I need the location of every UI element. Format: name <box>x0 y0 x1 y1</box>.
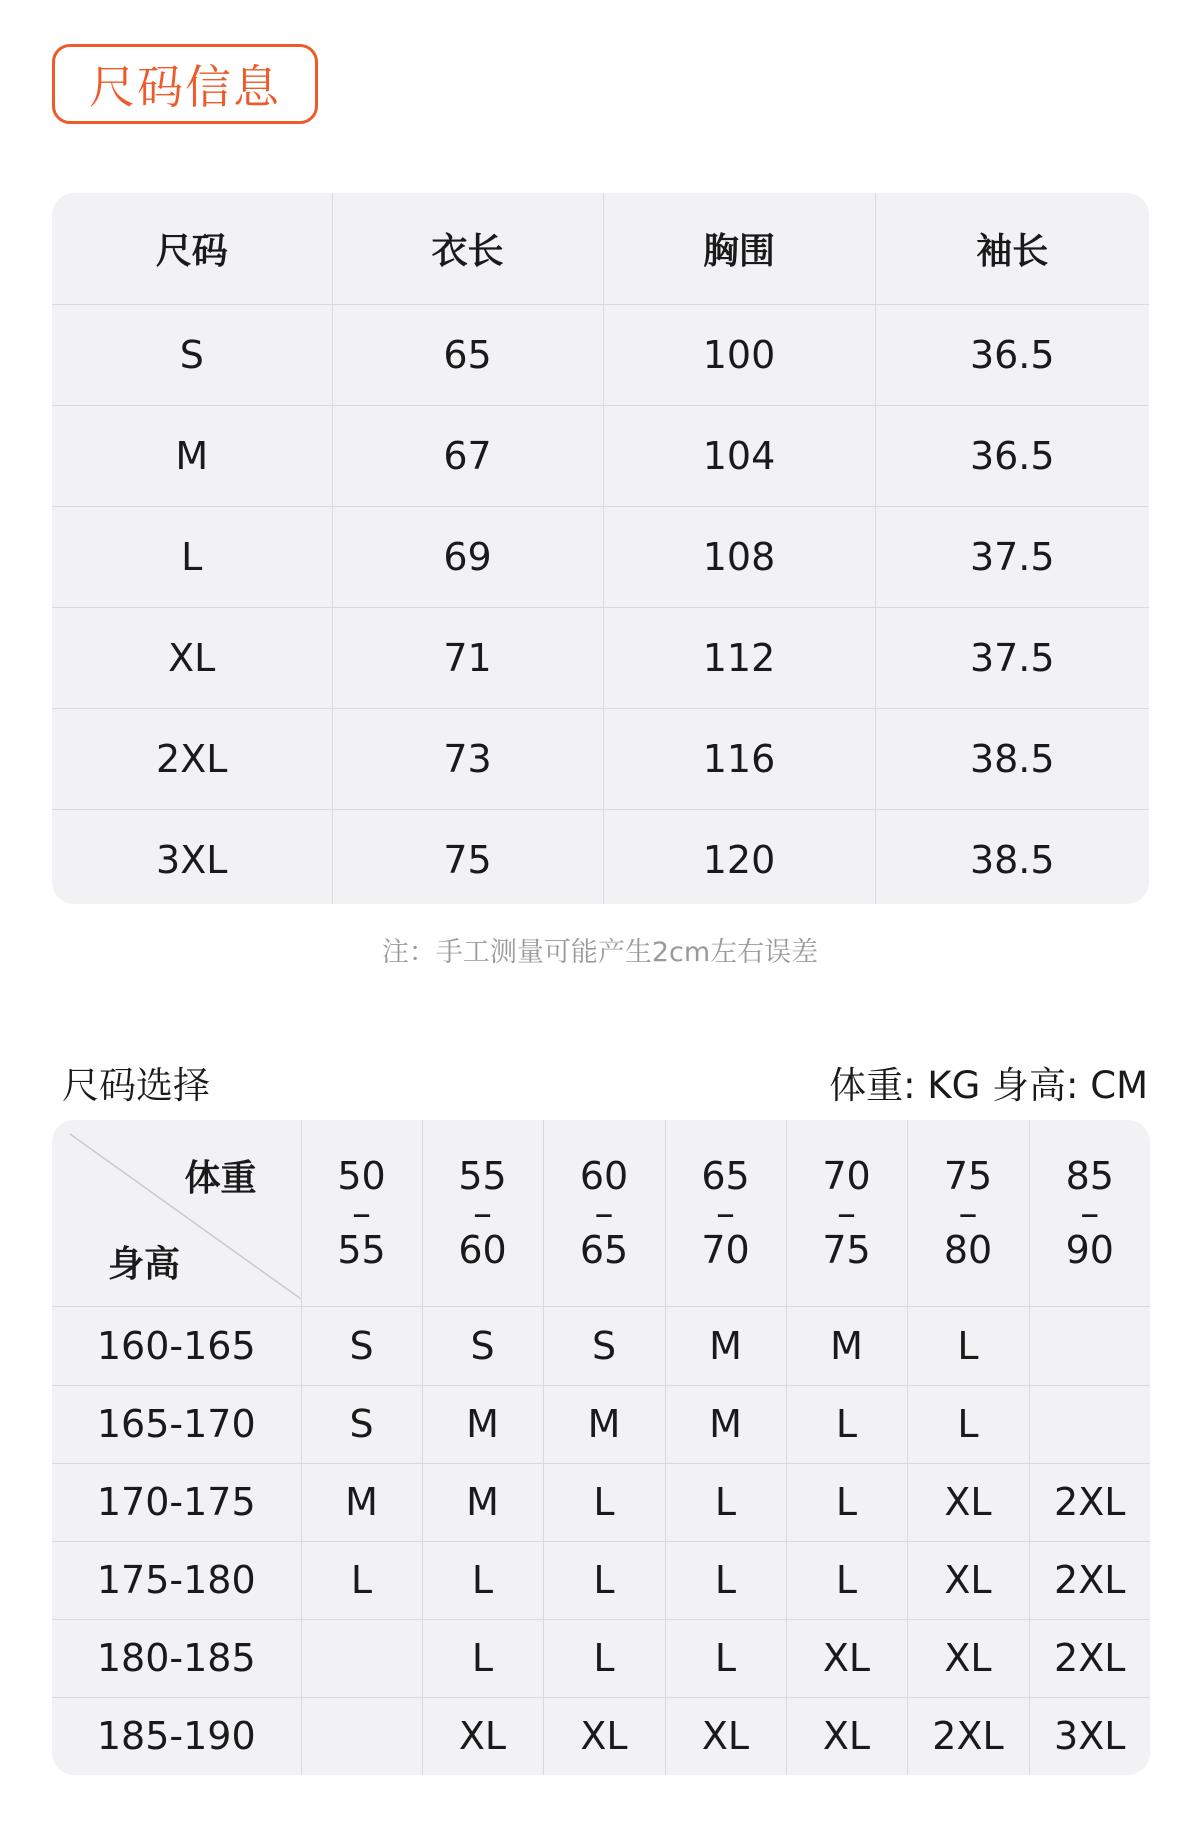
table-header-row <box>52 193 1149 305</box>
size-cell: L <box>665 1619 786 1697</box>
size-cell: M <box>52 406 332 507</box>
size-measurement-table <box>52 193 1149 904</box>
size-cell: L <box>422 1619 543 1697</box>
chest-cell: 108 <box>603 507 875 608</box>
range-from: 70 <box>822 1154 871 1199</box>
chest-cell: 100 <box>603 305 875 406</box>
sleeve-cell: 36.5 <box>875 406 1149 507</box>
size-cell: XL <box>543 1697 665 1775</box>
weight-range-header <box>422 1120 543 1307</box>
table-row <box>52 305 1149 406</box>
size-cell: L <box>543 1463 665 1541</box>
size-cell: L <box>422 1541 543 1619</box>
size-cell: 3XL <box>1029 1697 1150 1775</box>
size-cell: L <box>665 1541 786 1619</box>
size-cell <box>301 1619 422 1697</box>
table-row <box>52 507 1149 608</box>
table-row <box>52 1307 1150 1385</box>
weight-header-row <box>52 1120 1150 1307</box>
height-range-cell: 175-180 <box>52 1541 301 1619</box>
header-size: 尺码 <box>155 231 228 272</box>
range-separator: – <box>473 1191 492 1236</box>
height-range-cell: 180-185 <box>52 1619 301 1697</box>
size-cell: M <box>786 1307 907 1385</box>
size-cell <box>301 1697 422 1775</box>
table-row <box>52 406 1149 507</box>
size-cell: L <box>543 1541 665 1619</box>
table-row <box>52 1697 1150 1775</box>
table-row <box>52 608 1149 709</box>
size-cell: M <box>422 1463 543 1541</box>
table-row <box>52 1385 1150 1463</box>
size-cell: M <box>665 1385 786 1463</box>
size-cell: M <box>543 1385 665 1463</box>
range-separator: – <box>352 1191 371 1236</box>
sleeve-cell: 38.5 <box>875 810 1149 905</box>
size-cell: XL <box>665 1697 786 1775</box>
table-row <box>52 810 1149 905</box>
range-from: 55 <box>458 1154 507 1199</box>
range-separator: – <box>1080 1191 1100 1236</box>
header-chest: 胸围 <box>603 193 875 305</box>
range-from: 85 <box>1065 1154 1114 1199</box>
weight-range-header <box>543 1120 665 1307</box>
units-legend: 体重: KG 身高: CM <box>829 1064 1148 1107</box>
size-cell: L <box>786 1385 907 1463</box>
range-to: 60 <box>458 1228 507 1273</box>
range-to: 80 <box>943 1228 993 1273</box>
size-cell: 2XL <box>907 1697 1029 1775</box>
weight-range-header <box>301 1120 422 1307</box>
size-cell: 2XL <box>1029 1541 1150 1619</box>
range-to: 75 <box>822 1228 871 1273</box>
size-cell: S <box>543 1307 665 1385</box>
corner-cell <box>52 1120 301 1307</box>
chest-cell: 120 <box>603 810 875 905</box>
header-sleeve: 袖长 <box>875 193 1149 305</box>
header-length: 衣长 <box>332 193 603 305</box>
size-cell: S <box>301 1385 422 1463</box>
size-cell: M <box>301 1463 422 1541</box>
sleeve-cell: 37.5 <box>875 507 1149 608</box>
corner-height-label: 身高 <box>108 1244 181 1285</box>
length-cell: 71 <box>332 608 603 709</box>
range-from: 75 <box>943 1154 993 1199</box>
size-cell: L <box>786 1541 907 1619</box>
size-cell: 2XL <box>1029 1619 1150 1697</box>
range-separator: – <box>594 1191 614 1236</box>
size-cell: M <box>422 1385 543 1463</box>
size-cell: L <box>907 1385 1029 1463</box>
height-range-cell: 185-190 <box>52 1697 301 1775</box>
height-range-cell: 160-165 <box>52 1307 301 1385</box>
size-cell: L <box>907 1307 1029 1385</box>
range-from: 65 <box>701 1154 750 1199</box>
range-separator: – <box>716 1191 735 1236</box>
size-cell: XL <box>786 1697 907 1775</box>
size-cell: L <box>786 1463 907 1541</box>
size-cell: 3XL <box>52 810 332 905</box>
range-to: 55 <box>337 1228 386 1273</box>
length-cell: 67 <box>332 406 603 507</box>
range-to: 65 <box>579 1228 629 1273</box>
size-cell: XL <box>52 608 332 709</box>
table-row <box>52 1619 1150 1697</box>
weight-range-header <box>786 1120 907 1307</box>
size-cell: XL <box>422 1697 543 1775</box>
length-cell: 65 <box>332 305 603 406</box>
table-row <box>52 1463 1150 1541</box>
range-from: 50 <box>337 1154 386 1199</box>
size-cell: L <box>301 1541 422 1619</box>
weight-range-header <box>1029 1120 1150 1307</box>
weight-range-header <box>907 1120 1029 1307</box>
size-cell: XL <box>907 1463 1029 1541</box>
range-to: 90 <box>1065 1228 1114 1273</box>
sleeve-cell: 37.5 <box>875 608 1149 709</box>
size-cell: 2XL <box>1029 1463 1150 1541</box>
size-selection-title: 尺码选择 <box>62 1064 210 1107</box>
corner-weight-label: 体重 <box>184 1158 257 1199</box>
size-cell <box>1029 1385 1150 1463</box>
chest-cell: 112 <box>603 608 875 709</box>
range-to: 70 <box>701 1228 750 1273</box>
size-selection-table <box>52 1120 1150 1775</box>
height-range-cell: 165-170 <box>52 1385 301 1463</box>
size-cell: S <box>52 305 332 406</box>
size-cell: 2XL <box>52 709 332 810</box>
table-row <box>52 709 1149 810</box>
size-cell: XL <box>907 1541 1029 1619</box>
sleeve-cell: 36.5 <box>875 305 1149 406</box>
size-cell: M <box>665 1307 786 1385</box>
size-cell <box>1029 1307 1150 1385</box>
length-cell: 73 <box>332 709 603 810</box>
measurement-note: 注：手工测量可能产生2cm左右误差 <box>381 937 819 968</box>
size-cell: XL <box>907 1619 1029 1697</box>
size-cell: L <box>665 1463 786 1541</box>
range-separator: – <box>958 1191 978 1236</box>
chest-cell: 104 <box>603 406 875 507</box>
range-separator: – <box>837 1191 856 1236</box>
size-cell: S <box>422 1307 543 1385</box>
size-cell: L <box>52 507 332 608</box>
range-from: 60 <box>579 1154 629 1199</box>
length-cell: 75 <box>332 810 603 905</box>
size-cell: S <box>301 1307 422 1385</box>
section-title-size-info: 尺码信息 <box>52 44 318 124</box>
weight-range-header <box>665 1120 786 1307</box>
sleeve-cell: 38.5 <box>875 709 1149 810</box>
height-range-cell: 170-175 <box>52 1463 301 1541</box>
chest-cell: 116 <box>603 709 875 810</box>
length-cell: 69 <box>332 507 603 608</box>
size-cell: L <box>543 1619 665 1697</box>
table-row <box>52 1541 1150 1619</box>
size-cell: XL <box>786 1619 907 1697</box>
